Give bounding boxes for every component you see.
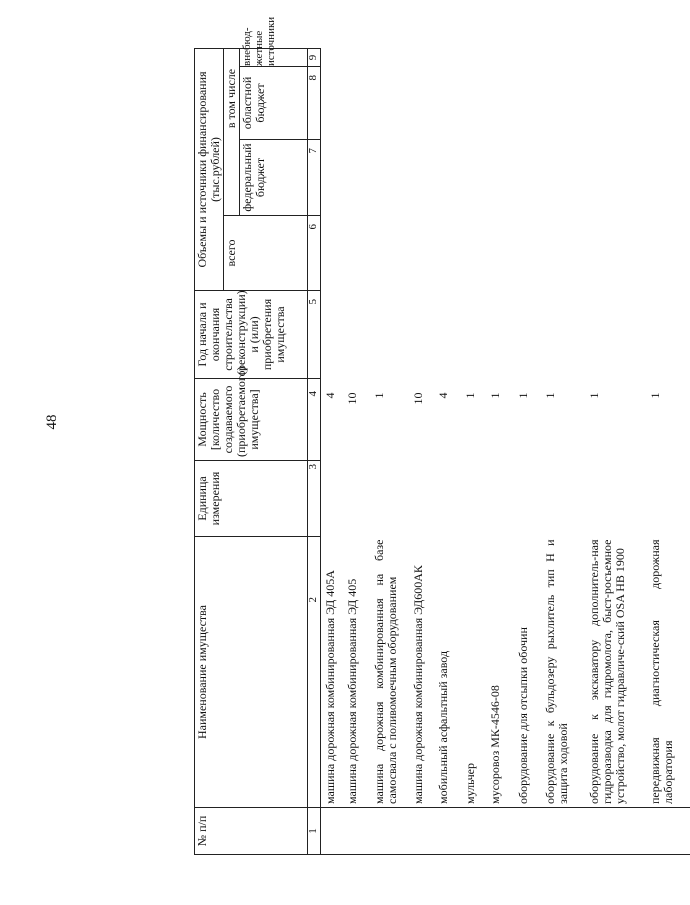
item-name: мусоровоз МК-4546-08 — [487, 685, 502, 804]
item-name: оборудование к бульдозеру рыхлитель тип Н и защита ходовой — [542, 539, 570, 804]
table-row — [541, 48, 585, 854]
rotated-page — [194, 16, 675, 855]
item-qty: 1 — [542, 392, 557, 399]
empty-cells — [585, 48, 646, 378]
header-regional: областной бюджет — [240, 67, 308, 140]
row-number-cell — [486, 808, 514, 855]
table-row — [514, 48, 541, 854]
header-extra: внебюд-жетные источники — [240, 48, 308, 66]
item-name: машина дорожная комбинированная ЭД 405А — [323, 570, 337, 804]
item-qty: 4 — [435, 392, 450, 399]
unit-cell — [343, 461, 370, 537]
item-qty: 1 — [586, 392, 601, 399]
empty-cells — [343, 48, 370, 378]
colnum-9: 9 — [308, 48, 321, 66]
header-capacity: Мощность [количество создаваемого (приобретаемого) имущества] — [195, 379, 308, 461]
empty-cells — [409, 48, 434, 378]
row-number-cell — [585, 808, 646, 855]
colnum-2: 2 — [308, 537, 321, 808]
row-number-cell — [646, 808, 690, 855]
unit-cell — [370, 461, 409, 537]
item-name: передвижная диагностическая дорожная лаборатория — [647, 539, 675, 804]
unit-cell — [585, 461, 646, 537]
table-row — [646, 48, 690, 854]
colnum-6: 6 — [308, 216, 321, 291]
colnum-1: 1 — [308, 808, 321, 855]
table-row — [343, 48, 370, 854]
table-row — [461, 48, 486, 854]
header-name: Наименование имущества — [195, 537, 308, 808]
item-qty: 10 — [410, 392, 425, 405]
row-number-cell — [370, 808, 409, 855]
empty-cells — [370, 48, 409, 378]
empty-cells — [434, 48, 461, 378]
header-federal: федеральный бюджет — [240, 140, 308, 216]
property-table — [194, 16, 690, 855]
colnum-3: 3 — [308, 461, 321, 537]
page-number: 48 — [44, 414, 60, 430]
empty-cells — [461, 48, 486, 378]
unit-cell — [514, 461, 541, 537]
header-unit: Единица измерения — [195, 461, 308, 537]
table-row — [434, 48, 461, 854]
item-name: оборудование к экскаватору дополнитель-ная гидроразводка для гидромолота, быст-росъемное устройство, молот гидравличе-ский OSA HB 1900 — [586, 539, 627, 804]
empty-cells — [514, 48, 541, 378]
table-row — [409, 48, 434, 854]
unit-cell — [409, 461, 434, 537]
item-qty: 1 — [371, 392, 386, 399]
row-number-cell — [541, 808, 585, 855]
colnum-4: 4 — [308, 379, 321, 461]
header-years: Год начала и окончания строительства (реконструкции) и (или) приобретения имущества — [195, 291, 308, 379]
row-number-cell — [409, 808, 434, 855]
item-name: машина дорожная комбинированная на базе самосвала с поливомоечным оборудованием — [371, 539, 399, 804]
item-qty: 1 — [462, 392, 477, 399]
empty-cells — [321, 48, 343, 378]
empty-cells — [646, 48, 690, 378]
empty-cells — [541, 48, 585, 378]
item-qty: 1 — [515, 392, 530, 399]
header-total: всего — [224, 216, 308, 291]
row-number-cell — [343, 808, 370, 855]
item-qty: 1 — [487, 392, 502, 399]
item-name: машина дорожная комбинированная ЭД600АК — [410, 565, 425, 804]
item-name: машина дорожная комбинированная ЭД 405 — [344, 578, 359, 804]
colnum-7: 7 — [308, 140, 321, 216]
empty-cells — [486, 48, 514, 378]
colnum-5: 5 — [308, 291, 321, 379]
header-including: в том числе — [224, 48, 240, 215]
item-name: мобильный асфальтный завод — [435, 650, 450, 804]
row-number-cell — [461, 808, 486, 855]
table-row — [370, 48, 409, 854]
table-row — [321, 48, 343, 854]
unit-cell — [461, 461, 486, 537]
item-qty: 10 — [344, 392, 359, 405]
item-qty: 4 — [323, 392, 337, 399]
row-number-cell — [321, 808, 343, 855]
item-name: оборудование для отсыпки обочин — [515, 627, 530, 804]
item-qty: 1 — [647, 392, 662, 399]
item-name: мульчер — [462, 763, 477, 804]
colnum-8: 8 — [308, 67, 321, 140]
row-number-cell — [434, 808, 461, 855]
row-number-cell — [514, 808, 541, 855]
header-num: № п/п — [195, 808, 308, 855]
header-financing: Объемы и источники финансирования (тыс.рублей) — [195, 48, 224, 290]
unit-cell — [434, 461, 461, 537]
table-row — [585, 48, 646, 854]
unit-cell — [321, 461, 343, 537]
unit-cell — [646, 461, 690, 537]
unit-cell — [541, 461, 585, 537]
unit-cell — [486, 461, 514, 537]
table-row — [486, 48, 514, 854]
